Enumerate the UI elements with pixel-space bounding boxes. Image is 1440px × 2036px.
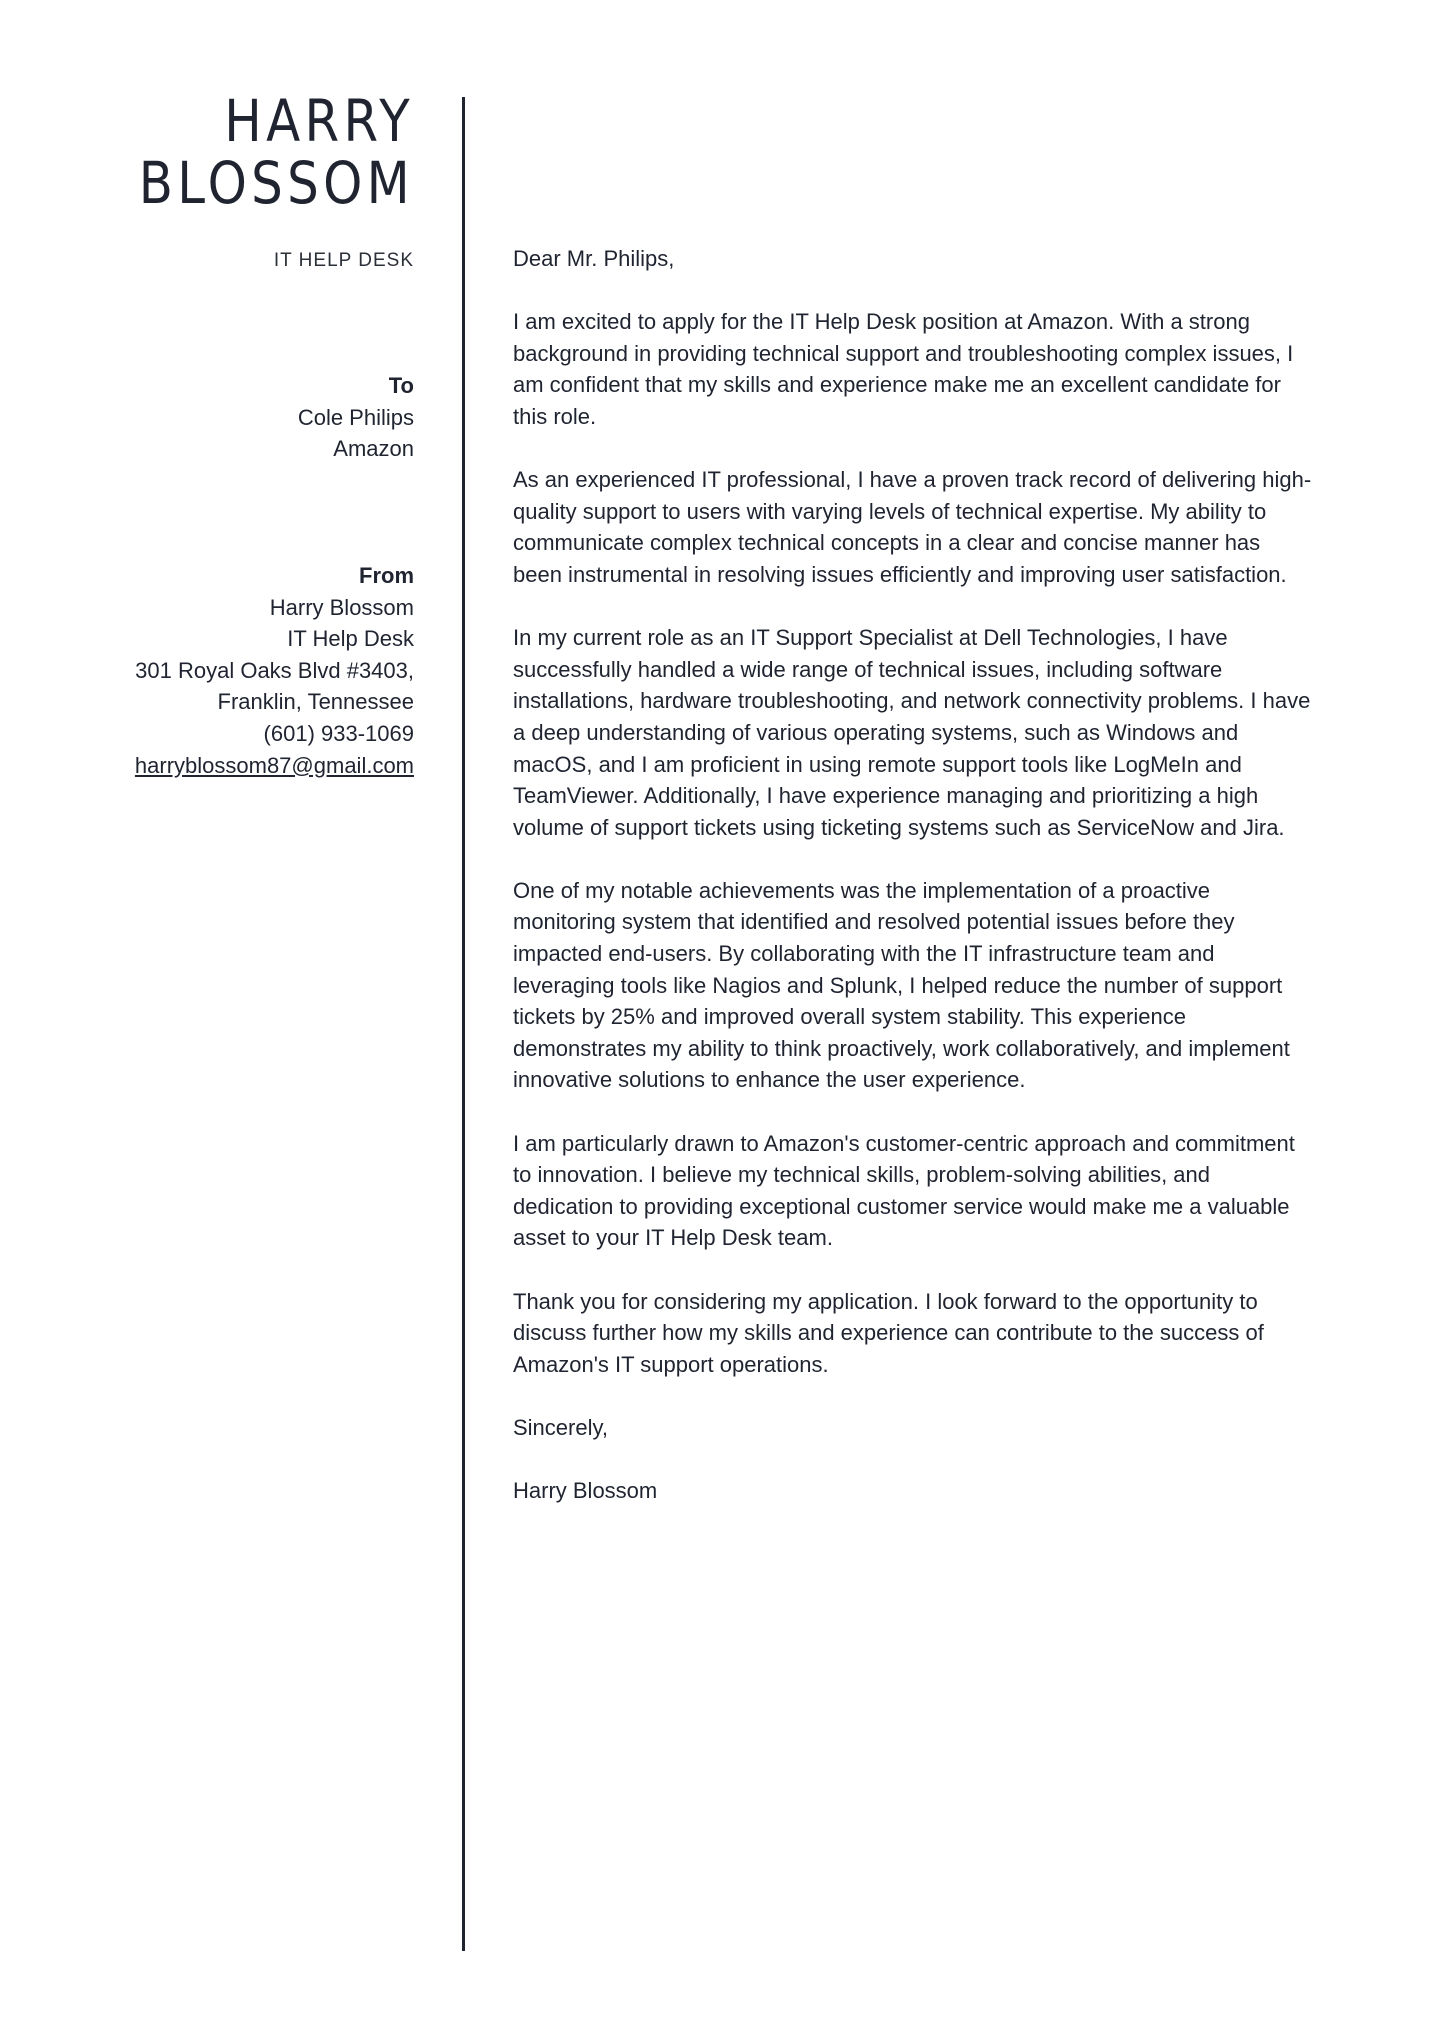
- sender-email-link[interactable]: harryblossom87@gmail.com: [134, 752, 414, 778]
- sender-phone: (601) 933-1069: [263, 720, 414, 746]
- recipient-company: Amazon: [333, 436, 414, 462]
- sender-title: IT Help Desk: [287, 626, 414, 652]
- vertical-divider: [462, 97, 465, 1951]
- last-name: BLOSSOM: [138, 149, 414, 217]
- recipient-block: [0, 370, 414, 465]
- recipient-label: To: [388, 373, 414, 398]
- sender-label: From: [359, 563, 414, 588]
- signature: Harry Blossom: [513, 1478, 658, 1504]
- salutation: Dear Mr. Philips,: [513, 246, 675, 271]
- closing: Sincerely,: [513, 1414, 608, 1440]
- letter-body: [513, 243, 1313, 1538]
- sender-address-line1: 301 Royal Oaks Blvd #3403,: [135, 657, 414, 683]
- letter-paragraph: I am excited to apply for the IT Help Desk position at Amazon. With a strong background in providing technical support and troubleshooting complex issues, I am confident that my skills and experience make me an excellent candidate for this role.: [513, 309, 1294, 429]
- applicant-name: [58, 87, 414, 217]
- first-name: HARRY: [224, 87, 414, 155]
- letter-paragraph: One of my notable achievements was the implementation of a proactive monitoring system that identified and resolved potential issues before they impacted end-users. By collaborating with the IT infrastructure team and leveraging tools like Nagios and Splunk, I helped reduce the number of support tickets by 25% and improved overall system stability. This experience demonstrates my ability to think proactively, work collaboratively, and implement innovative solutions to enhance the user experience.: [513, 877, 1290, 1093]
- letter-paragraph: Thank you for considering my application. I look forward to the opportunity to discuss further how my skills and experience can contribute to the success of Amazon's IT support operations.: [513, 1288, 1264, 1377]
- sender-block: [0, 560, 414, 781]
- job-title: IT HELP DESK: [273, 250, 414, 271]
- letter-paragraph: As an experienced IT professional, I have a proven track record of delivering high-quality support to users with varying levels of technical expertise. My ability to communicate complex technical concepts in a clear and concise manner has been instrumental in resolving issues efficiently and improving user satisfaction.: [513, 467, 1312, 587]
- letter-paragraph: I am particularly drawn to Amazon's customer-centric approach and commitment to innovation. I believe my technical skills, problem-solving abilities, and dedication to providing exceptional customer service would make me a valuable asset to your IT Help Desk team.: [513, 1130, 1295, 1251]
- sender-name: Harry Blossom: [269, 594, 414, 620]
- letter-paragraph: In my current role as an IT Support Specialist at Dell Technologies, I have successfully handled a wide range of technical issues, including software installations, hardware troubleshooting, and network connectivity problems. I have a deep understanding of various operating systems, such as Windows and macOS, and I am proficient in using remote support tools like LogMeIn and TeamViewer. Additionally, I have experience managing and prioritizing a high volume of support tickets using ticketing systems such as ServiceNow and Jira.: [513, 625, 1311, 840]
- sender-address-line2: Franklin, Tennessee: [217, 689, 414, 715]
- recipient-name: Cole Philips: [297, 404, 414, 430]
